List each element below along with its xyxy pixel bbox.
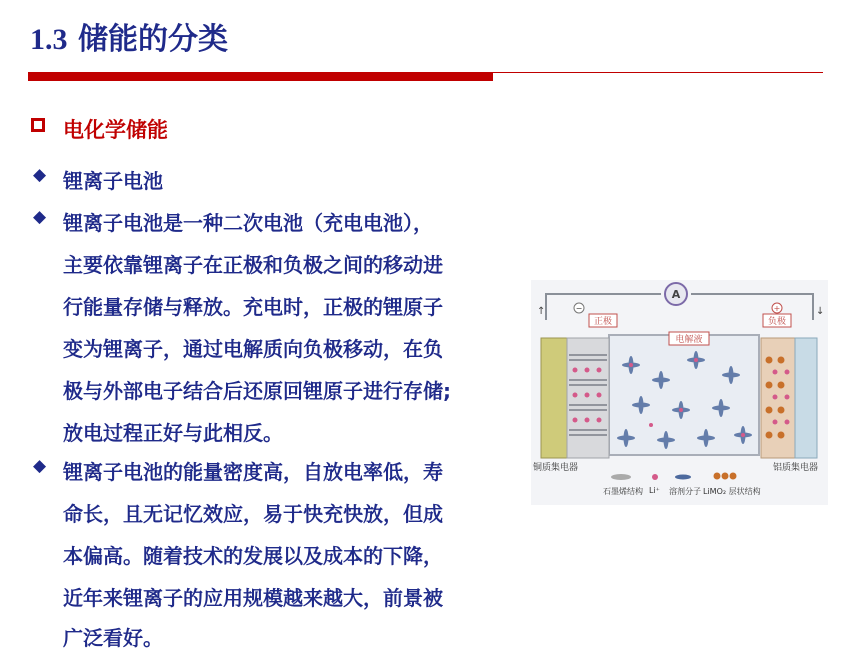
item-2-line-5: 极与外部电子结合后还原回锂原子进行存储; (63, 379, 451, 403)
section-heading: 电化学储能 (63, 118, 168, 142)
item-3-line-2: 命长，且无记忆效应，易于快充快放，但成 (63, 502, 443, 526)
legend-limo2: LiMO₂ 层状结构 (703, 487, 761, 496)
right-collector-label: 铝质集电器 (773, 463, 819, 473)
diamond-bullet-icon: ◆ (33, 165, 47, 185)
item-1-line-1: 锂离子电池 (63, 169, 163, 193)
battery-diagram (531, 280, 828, 505)
svg-text:+: + (773, 304, 781, 313)
svg-text:↑: ↑ (537, 306, 546, 317)
item-2-line-3: 行能量存储与释放。充电时，正极的锂原子 (63, 295, 443, 319)
svg-text:A: A (671, 288, 681, 301)
svg-text:负极: 负极 (767, 317, 787, 327)
legend-solvent: 溶剂分子 (669, 487, 701, 496)
item-2-line-1: 锂离子电池是一种二次电池（充电电池）， (63, 211, 433, 235)
item-2-line-6: 放电过程正好与此相反。 (63, 421, 283, 445)
item-3-line-1: 锂离子电池的能量密度高，自放电率低，寿 (63, 460, 443, 484)
item-2-line-2: 主要依靠锂离子在正极和负极之间的移动进 (63, 253, 443, 277)
title-text: 储能的分类 (77, 22, 228, 57)
item-3-line-5: 广泛看好。 (63, 626, 163, 650)
slide-title (30, 14, 228, 58)
item-3-line-4: 近年来锂离子的应用规模越来越大，前景被 (63, 586, 443, 610)
diamond-bullet-icon: ◆ (33, 207, 47, 227)
svg-text:↓: ↓ (816, 306, 825, 317)
left-collector-label: 铜质集电器 (533, 463, 579, 473)
legend-li-ion: Li⁺ (649, 486, 660, 495)
title-number: 1.3 (30, 23, 68, 56)
item-3-line-3: 本偏高。随着技术的发展以及成本的下降， (63, 544, 443, 568)
diamond-bullet-icon: ◆ (33, 456, 47, 476)
svg-text:−: − (575, 304, 583, 313)
item-2-line-4: 变为锂离子，通过电解质向负极移动，在负 (63, 337, 443, 361)
title-rule (493, 72, 823, 73)
title-underline (28, 72, 493, 81)
svg-text:电解液: 电解液 (675, 335, 703, 345)
legend-graphite: 石墨烯结构 (603, 487, 643, 496)
square-bullet-icon (31, 118, 45, 132)
svg-text:正极: 正极 (593, 317, 613, 327)
